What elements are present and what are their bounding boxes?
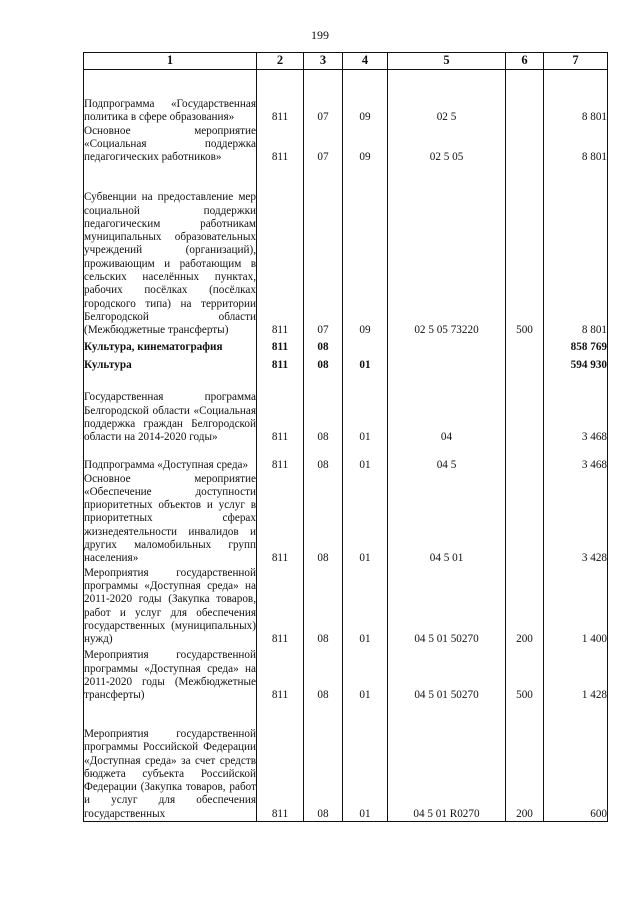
row-col-3: 08 xyxy=(304,338,343,355)
header-col-4: 4 xyxy=(343,53,388,70)
row-col-3: 08 xyxy=(304,473,343,566)
row-col-5: 04 5 xyxy=(388,445,506,473)
row-col-2: 811 xyxy=(257,355,304,373)
row-col-6 xyxy=(506,373,544,445)
row-col-4: 01 xyxy=(343,473,388,566)
row-col-7: 8 801 xyxy=(544,125,608,165)
row-col-2: 811 xyxy=(257,70,304,125)
budget-table xyxy=(83,52,608,822)
row-col-2: 811 xyxy=(257,473,304,566)
header-col-2: 2 xyxy=(257,53,304,70)
header-col-1: 1 xyxy=(84,53,257,70)
row-col-6: 200 xyxy=(506,566,544,647)
row-col-5 xyxy=(388,338,506,355)
row-name: Культура xyxy=(84,355,257,373)
row-name: Основное мероприятие «Социальная поддержка педагогических работников» xyxy=(84,124,256,164)
row-col-2: 811 xyxy=(257,338,304,355)
row-col-7: 600 xyxy=(544,703,608,822)
row-col-4: 01 xyxy=(343,373,388,445)
row-col-5: 04 5 01 R0270 xyxy=(388,703,506,822)
row-col-6 xyxy=(506,338,544,355)
row-col-6 xyxy=(506,125,544,165)
row-col-5: 04 xyxy=(388,373,506,445)
row-col-2: 811 xyxy=(257,566,304,647)
row-name: Мероприятия государственной программы «Доступная среда» на 2011-2020 годы (Межбюджетные трансферты) xyxy=(84,647,257,703)
table-row xyxy=(84,165,608,338)
row-col-3: 08 xyxy=(304,373,343,445)
table-row xyxy=(84,70,608,125)
row-col-4: 09 xyxy=(343,125,388,165)
row-col-2: 811 xyxy=(257,445,304,473)
header-col-6: 6 xyxy=(506,53,544,70)
row-col-3: 08 xyxy=(304,703,343,822)
row-col-7: 1 400 xyxy=(544,566,608,647)
row-name: Подпрограмма «Государственная политика в сфере образования» xyxy=(84,70,257,125)
row-col-6: 200 xyxy=(506,703,544,822)
row-col-4: 01 xyxy=(343,355,388,373)
table-row xyxy=(84,566,608,647)
table-body xyxy=(84,70,608,822)
row-name: Государственная программа Белгородской области «Социальная поддержка граждан Белгородской области на 2014-2020 годы» xyxy=(84,373,257,445)
row-col-7: 1 428 xyxy=(544,647,608,703)
row-col-3: 07 xyxy=(304,70,343,125)
row-col-5 xyxy=(388,355,506,373)
header-col-7: 7 xyxy=(544,53,608,70)
row-name: Мероприятия государственной программы Российской Федерации «Доступная среда» за счет средств бюджета субъекта Российской Федерации (Закупка товаров, работ и услуг для обеспечения государственных xyxy=(84,703,257,822)
row-col-4: 01 xyxy=(343,703,388,822)
table-row xyxy=(84,445,608,473)
row-col-3: 08 xyxy=(304,445,343,473)
row-col-7: 858 769 xyxy=(544,338,608,355)
row-col-2: 811 xyxy=(257,165,304,338)
row-col-4: 01 xyxy=(343,647,388,703)
header-col-3: 3 xyxy=(304,53,343,70)
row-col-7: 8 801 xyxy=(544,165,608,338)
row-col-6: 500 xyxy=(506,165,544,338)
row-col-5: 02 5 05 73220 xyxy=(388,165,506,338)
row-col-6 xyxy=(506,445,544,473)
table-row xyxy=(84,355,608,373)
row-col-4: 09 xyxy=(343,70,388,125)
table-row xyxy=(84,647,608,703)
header-row xyxy=(84,53,608,70)
table-row xyxy=(84,473,608,566)
table-row xyxy=(84,703,608,822)
row-col-7: 3 428 xyxy=(544,473,608,566)
row-col-5: 02 5 05 xyxy=(388,125,506,165)
row-col-2: 811 xyxy=(257,125,304,165)
row-col-6 xyxy=(506,473,544,566)
row-col-7: 594 930 xyxy=(544,355,608,373)
row-col-3: 08 xyxy=(304,566,343,647)
row-col-4: 09 xyxy=(343,165,388,338)
row-col-6 xyxy=(506,355,544,373)
row-name: Субвенции на предоставление мер социальной поддержки педагогическим работникам муниципальных образовательных учреждений (организаций), проживающим и работающим в сельских населённых пунктах, рабочих посёлках (посёлках городского типа) на территории Белгородской области (Межбюджетные трансферты) xyxy=(84,165,257,338)
row-col-6 xyxy=(506,70,544,125)
table-row xyxy=(84,125,608,165)
row-col-4: 01 xyxy=(343,445,388,473)
row-col-7: 3 468 xyxy=(544,373,608,445)
table-row xyxy=(84,373,608,445)
row-col-5: 04 5 01 50270 xyxy=(388,647,506,703)
row-name: Подпрограмма «Доступная среда» xyxy=(84,445,257,473)
row-name: Мероприятия государственной программы «Доступная среда» на 2011-2020 годы (Закупка товаров, работ и услуг для обеспечения государственных (муниципальных) нужд) xyxy=(84,566,256,646)
row-col-7: 8 801 xyxy=(544,70,608,125)
row-name: Основное мероприятие «Обеспечение доступности приоритетных объектов и услуг в приоритетных сферах жизнедеятельности инвалидов и других маломобильных групп населения» xyxy=(84,472,256,565)
row-col-2: 811 xyxy=(257,647,304,703)
row-col-4: 01 xyxy=(343,566,388,647)
row-col-5: 02 5 xyxy=(388,70,506,125)
row-col-2: 811 xyxy=(257,703,304,822)
header-col-5: 5 xyxy=(388,53,506,70)
row-col-3: 08 xyxy=(304,647,343,703)
row-col-6: 500 xyxy=(506,647,544,703)
row-col-4 xyxy=(343,338,388,355)
page-number: 199 xyxy=(311,28,329,42)
table-row xyxy=(84,338,608,355)
row-col-5: 04 5 01 50270 xyxy=(388,566,506,647)
row-col-5: 04 5 01 xyxy=(388,473,506,566)
row-col-7: 3 468 xyxy=(544,445,608,473)
row-col-3: 07 xyxy=(304,125,343,165)
row-col-2: 811 xyxy=(257,373,304,445)
row-col-3: 08 xyxy=(304,355,343,373)
row-name: Культура, кинематография xyxy=(84,338,257,355)
row-col-3: 07 xyxy=(304,165,343,338)
